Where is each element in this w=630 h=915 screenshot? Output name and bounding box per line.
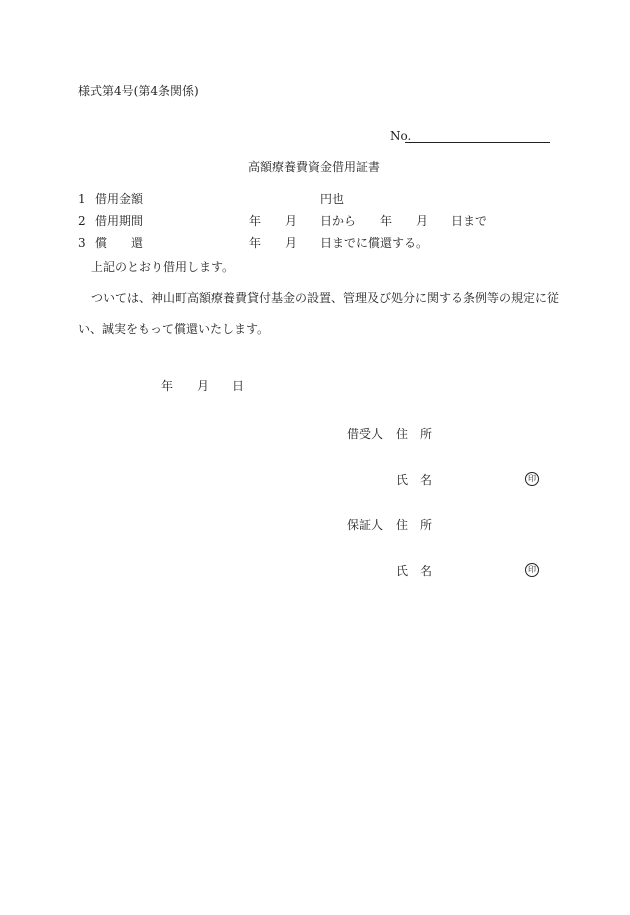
- item-2-month2: 月: [416, 214, 429, 228]
- item-3-year: 年: [249, 236, 262, 250]
- item-3-until: 日までに償還する。: [320, 236, 429, 250]
- date-day: 日: [232, 379, 245, 393]
- item-1-value: 円也: [320, 192, 345, 206]
- item-1-number: 1: [78, 192, 86, 206]
- borrower-seal-mark: 印: [525, 472, 539, 486]
- date-month: 月: [197, 379, 210, 393]
- guarantor-address-label: 住 所: [396, 518, 433, 532]
- paragraph-line-1: ついては、神山町高額療養費貸付基金の設置、管理及び処分に関する条例等の規定に従: [91, 291, 560, 305]
- guarantor-role: 保証人: [347, 518, 384, 532]
- statement: 上記のとおり借用します。: [91, 260, 235, 274]
- date-year: 年: [161, 379, 174, 393]
- item-3-month: 月: [285, 236, 298, 250]
- borrower-address-label: 住 所: [396, 427, 433, 441]
- borrower-name-label: 氏 名: [396, 473, 433, 487]
- item-2-number: 2: [78, 214, 86, 228]
- item-2-label: 借用期間: [95, 214, 144, 228]
- item-2-month: 月: [285, 214, 298, 228]
- number-underline: [405, 142, 550, 143]
- item-1-label: 借用金額: [95, 192, 144, 206]
- borrower-role: 借受人: [347, 427, 384, 441]
- guarantor-seal-mark: 印: [525, 563, 539, 577]
- guarantor-name-label: 氏 名: [396, 564, 433, 578]
- item-3-number: 3: [78, 236, 86, 250]
- item-3-label: 償 還: [95, 236, 144, 250]
- item-2-until: 日まで: [451, 214, 488, 228]
- item-2-year: 年: [249, 214, 262, 228]
- paragraph-line-2: い、誠実をもって償還いたします。: [78, 322, 270, 336]
- form-label: 様式第4号(第4条関係): [78, 84, 199, 98]
- number-label: No.: [390, 129, 412, 143]
- item-2-from: 日から: [320, 214, 357, 228]
- item-2-year2: 年: [380, 214, 393, 228]
- document-title: 高額療養費資金借用証書: [248, 160, 381, 174]
